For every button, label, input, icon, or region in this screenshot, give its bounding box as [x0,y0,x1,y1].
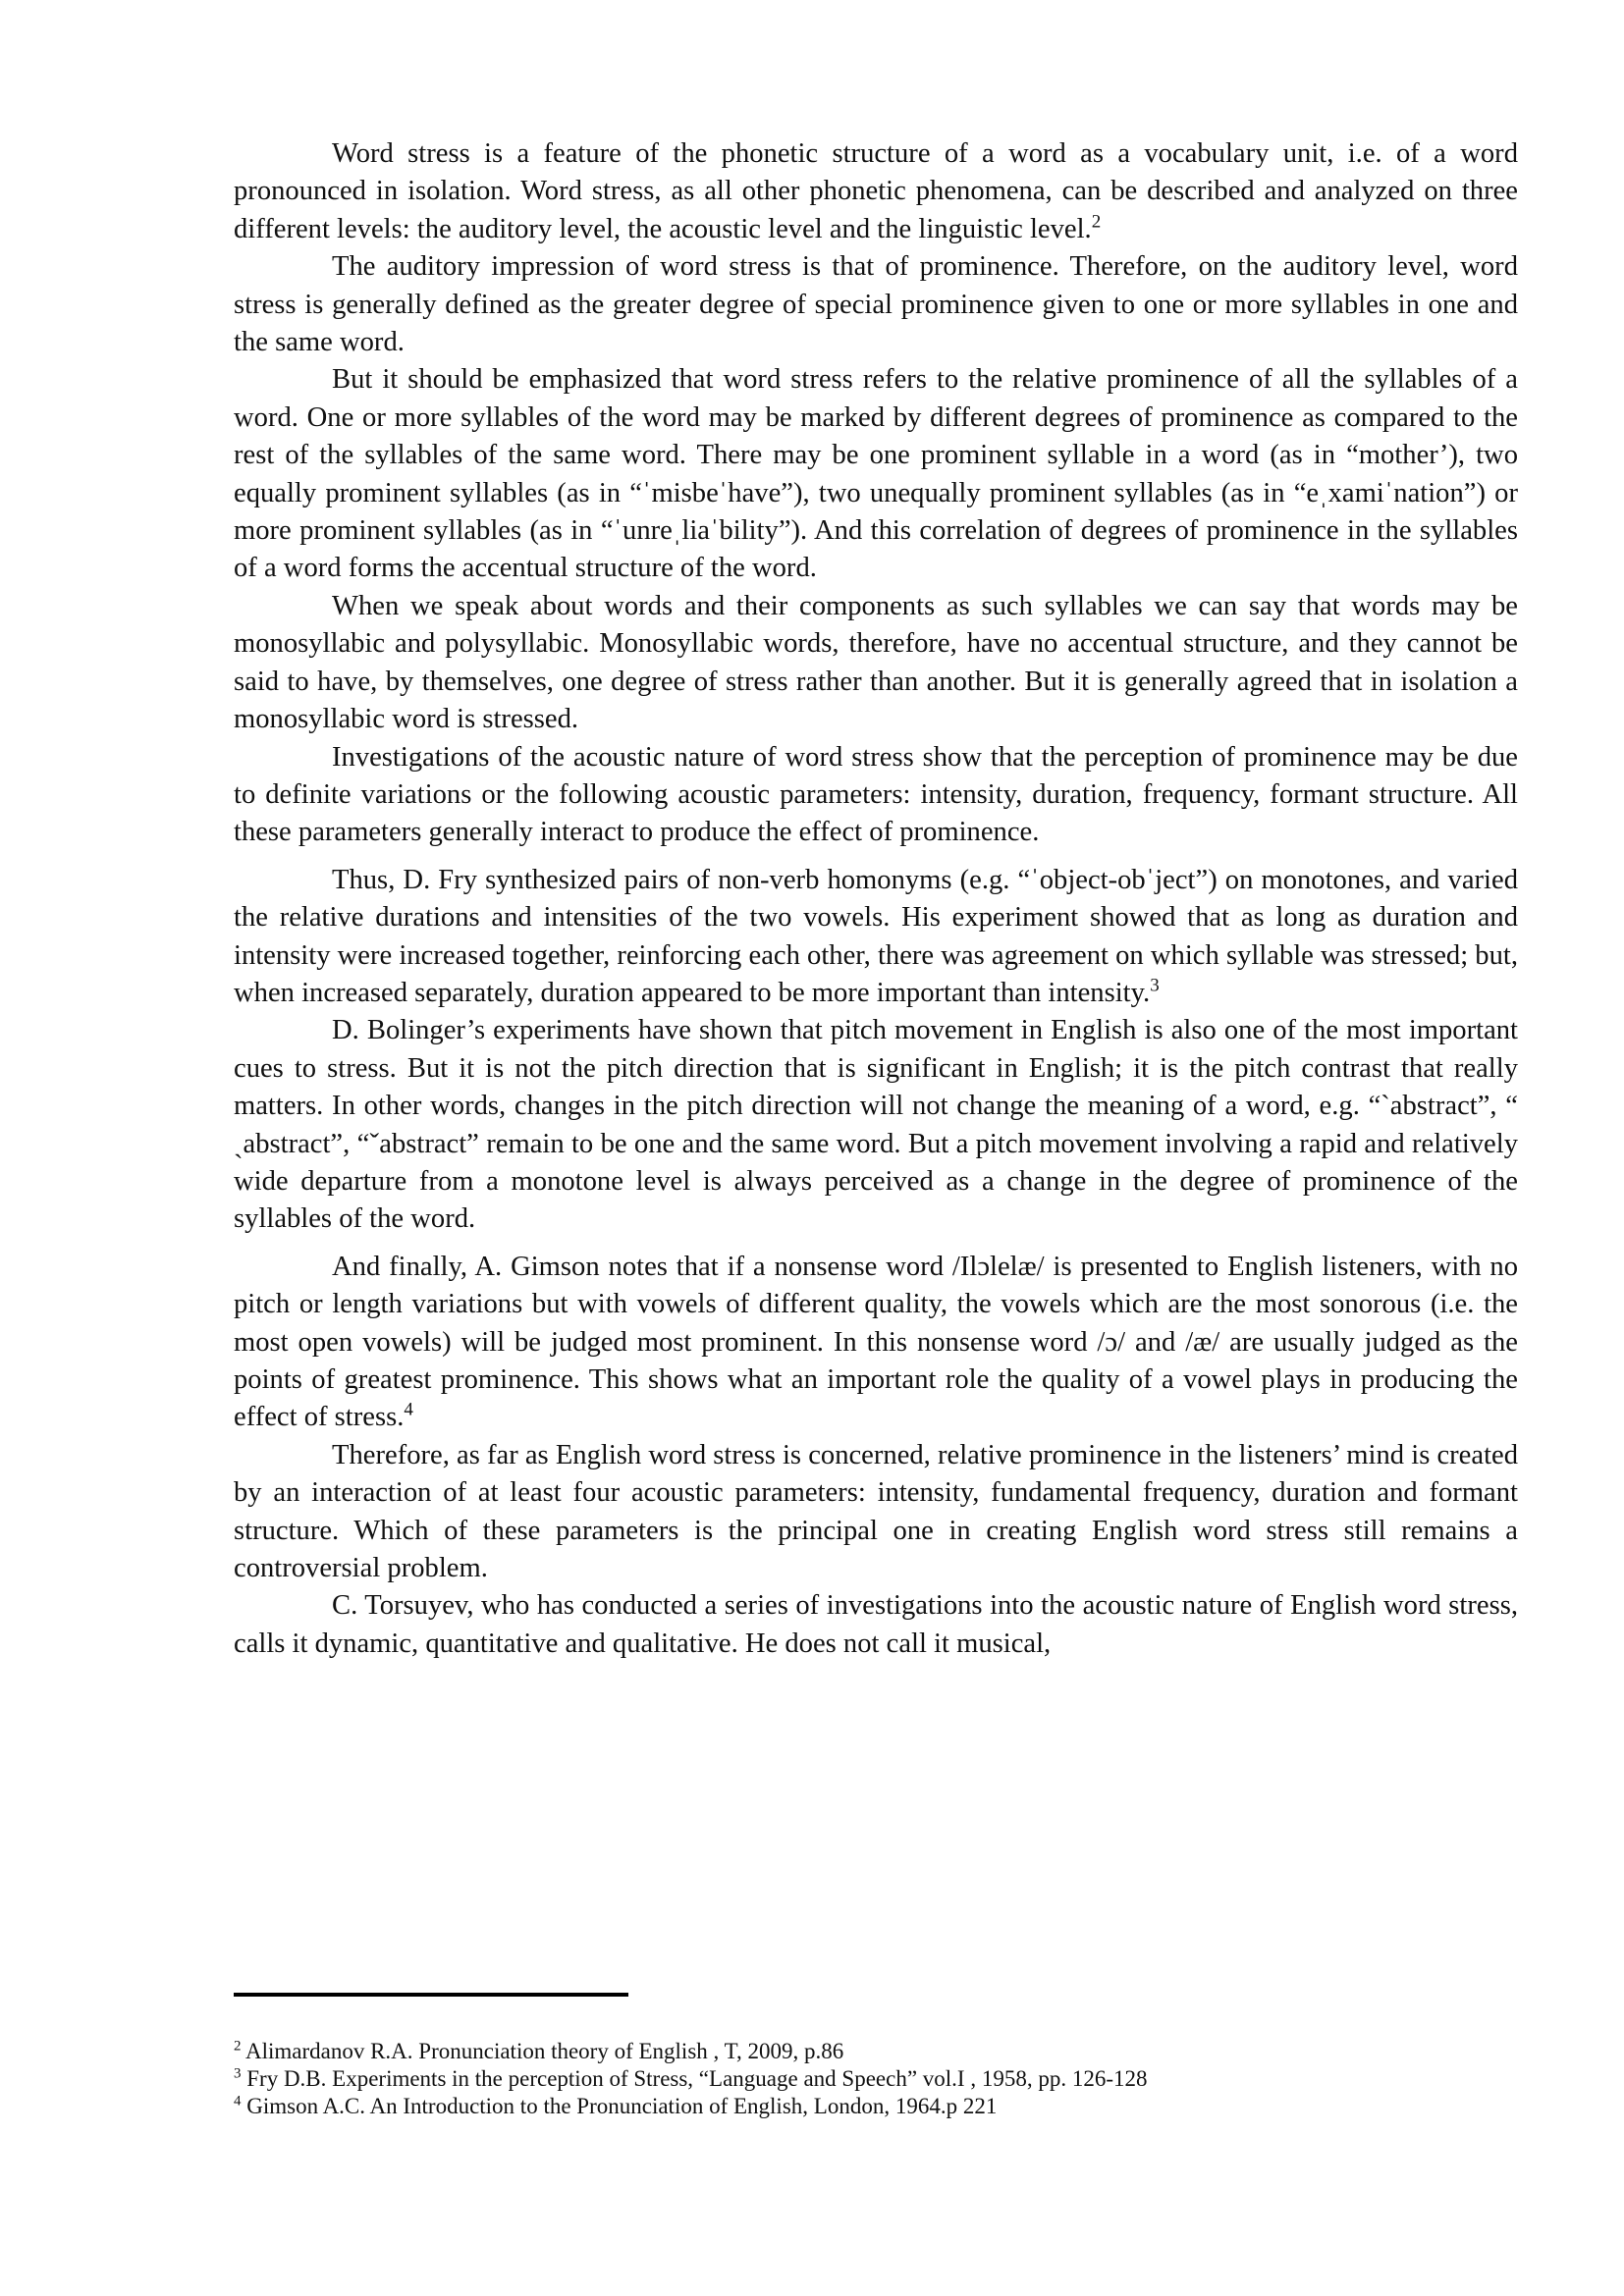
footnotes [234,2038,1518,2120]
footnote-text: Alimardanov R.A. Pronunciation theory of English , T, 2009, p.86 [244,2039,844,2063]
footnote-text: Fry D.B. Experiments in the perception of Stress, “Language and Speech” vol.I , 1958, pp. 126-128 [246,2066,1148,2091]
footnote-number: 4 [234,2093,242,2109]
paragraph [234,1437,1518,1588]
footnote [234,2065,1518,2093]
paragraph-text: Word stress is a feature of the phonetic structure of a word as a vocabulary unit, i.e. of a word pronounced in isolation. Word stress, as all other phonetic phenomena, can be described and analyzed on three different levels: the auditory level, the acoustic level and the linguistic level. [234,138,1518,244]
footnote-text: Gimson A.C. An Introduction to the Pronunciation of English, London, 1964.p 221 [246,2094,998,2118]
paragraph [234,1587,1518,1663]
footnote [234,2093,1518,2120]
paragraph-text: The auditory impression of word stress is that of prominence. Therefore, on the auditory level, word stress is generally defined as the greater degree of special prominence given to one or more syllables in one and the same word. [234,251,1518,358]
paragraph-text: Thus, D. Fry synthesized pairs of non-verb homonyms (e.g. “ˈobject-obˈject”) on monotones, and varied the relative durations and intensities of the two vowels. His experiment showed that as long as duration and intensity were increased together, reinforcing each other, there was agreement on which syllable was stressed; but, when increased separately, duration appeared to be more important than intensity. [234,864,1518,1008]
paragraph-text: And finally, A. Gimson notes that if a nonsense word /Ilɔlelæ/ is presented to English listeners, with no pitch or length variations but with vowels of different quality, the vowels which are the most sonorous (i.e. the most open vowels) will be judged most prominent. In this nonsense word /ɔ/ and /æ/ are usually judged as the points of greatest prominence. This shows what an important role the quality of a vowel plays in producing the effect of stress. [234,1251,1518,1433]
paragraph [234,588,1518,739]
paragraph [234,135,1518,248]
paragraph [234,1012,1518,1238]
footnote-reference[interactable]: 3 [1150,975,1160,996]
paragraph-text: Investigations of the acoustic nature of word stress show that the perception of prominence may be due to definite variations or the following acoustic parameters: intensity, duration, frequency, formant structure. All these parameters generally interact to produce the effect of prominence. [234,741,1518,848]
paragraph [234,361,1518,587]
paragraph [234,862,1518,1013]
footnote-reference[interactable]: 2 [1091,211,1102,233]
paragraph-text: D. Bolinger’s experiments have shown that pitch movement in English is also one of the most important cues to stress. But it is not the pitch direction that is significant in English; it is the pitch contrast that really matters. In other words, changes in the pitch direction will not change the meaning of a word, e.g. “`abstract”, “ ˏabstract”, “ˇabstract” remain to be one and the same word. But a pitch movement involving a rapid and relatively wide departure from a monotone level is always perceived as a change in the degree of prominence of the syllables of the word. [234,1015,1518,1235]
document-body [234,135,1518,1663]
footnote-number: 3 [234,2065,242,2082]
paragraph-text: Therefore, as far as English word stress is concerned, relative prominence in the listeners’ mind is created by an interaction of at least four acoustic parameters: intensity, fundamental frequency, duration and formant structure. Which of these parameters is the principal one in creating English word stress still remains a controversial problem. [234,1439,1518,1584]
footnote-number: 2 [234,2038,242,2055]
footnote [234,2038,1518,2065]
paragraph-text: C. Torsuyev, who has conducted a series of investigations into the acoustic nature of English word stress, calls it dynamic, quantitative and qualitative. He does not call it musical, [234,1590,1518,1659]
paragraph-text: When we speak about words and their components as such syllables we can say that words may be monosyllabic and polysyllabic. Monosyllabic words, therefore, have no accentual structure, and they cannot be said to have, by themselves, one degree of stress rather than another. But it is generally agreed that in isolation a monosyllabic word is stressed. [234,590,1518,735]
paragraph [234,1249,1518,1437]
footnote-separator [234,1993,628,1997]
paragraph-text: But it should be emphasized that word stress refers to the relative prominence of all the syllables of a word. One or more syllables of the word may be marked by different degrees of prominence as compared to the rest of the syllables of the same word. There may be one prominent syllable in a word (as in “mother’), two equally prominent syllables (as in “ˈmisbeˈhave”), two unequally prominent syllables (as in “eˌxamiˈnation”) or more prominent syllables (as in “ˈunreˌliaˈbility”). And this correlation of degrees of prominence in the syllables of a word forms the accentual structure of the word. [234,364,1518,584]
footnote-reference[interactable]: 4 [404,1399,413,1420]
paragraph [234,739,1518,852]
paragraph [234,248,1518,361]
